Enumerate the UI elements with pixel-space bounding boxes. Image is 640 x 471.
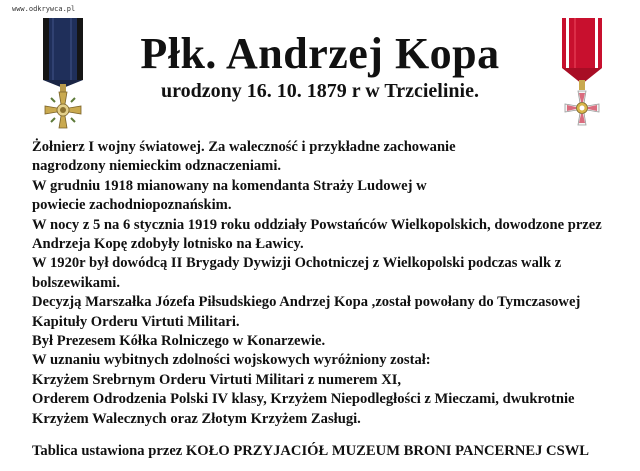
biography-line: nagrodzony niemieckim odznaczeniami.: [32, 158, 282, 175]
biography-line: Krzyżem Srebrnym Orderu Virtuti Militari z numerem XI,: [32, 371, 402, 388]
page-title: Płk. Andrzej Kopa: [140, 29, 500, 78]
birth-date-subtitle: urodzony 16. 10. 1879 r w Trzcielinie.: [161, 80, 479, 102]
biography-line: W 1920r był dowódcą II Brygady Dywizji Ochotniczej z Wielkopolski podczas walk z: [32, 255, 562, 272]
biography-line: bolszewikami.: [32, 274, 120, 291]
biography-line: Andrzeja Kopę zdobyły lotnisko na Ławicy.: [32, 236, 304, 253]
biography-line: W uznaniu wybitnych zdolności wojskowych wyróżniony został:: [32, 352, 431, 369]
biography-line: Żołnierz I wojny światowej. Za waleczność i przykładne zachowanie: [32, 139, 456, 155]
biography-text: [32, 138, 632, 429]
watermark: www.odkrywca.pl: [12, 5, 76, 13]
biography-line: W nocy z 5 na 6 stycznia 1919 roku oddziały Powstańców Wielkopolskich, dowodzone przez: [32, 216, 602, 233]
biography-line: Krzyżem Walecznych oraz Złotym Krzyżem Zasługi.: [32, 410, 361, 427]
footer-credit: Tablica ustawiona przez KOŁO PRZYJACIÓŁ MUZEUM BRONI PANCERNEJ CSWL: [32, 443, 590, 459]
biography-line: Kapituły Orderu Virtuti Militari.: [32, 313, 240, 330]
biography-line: W grudniu 1918 mianowany na komendanta Straży Ludowej w: [32, 177, 427, 194]
biography-line: Decyzją Marszałka Józefa Piłsudskiego Andrzej Kopa ,został powołany do Tymczasowej: [32, 294, 581, 311]
biography-line: Orderem Odrodzenia Polski IV klasy, Krzyżem Niepodległości z Mieczami, dwukrotnie: [32, 391, 575, 408]
biography-line: powiecie zachodniopoznańskim.: [32, 197, 232, 214]
biography-line: Był Prezesem Kółka Rolniczego w Konarzewie.: [32, 333, 326, 350]
